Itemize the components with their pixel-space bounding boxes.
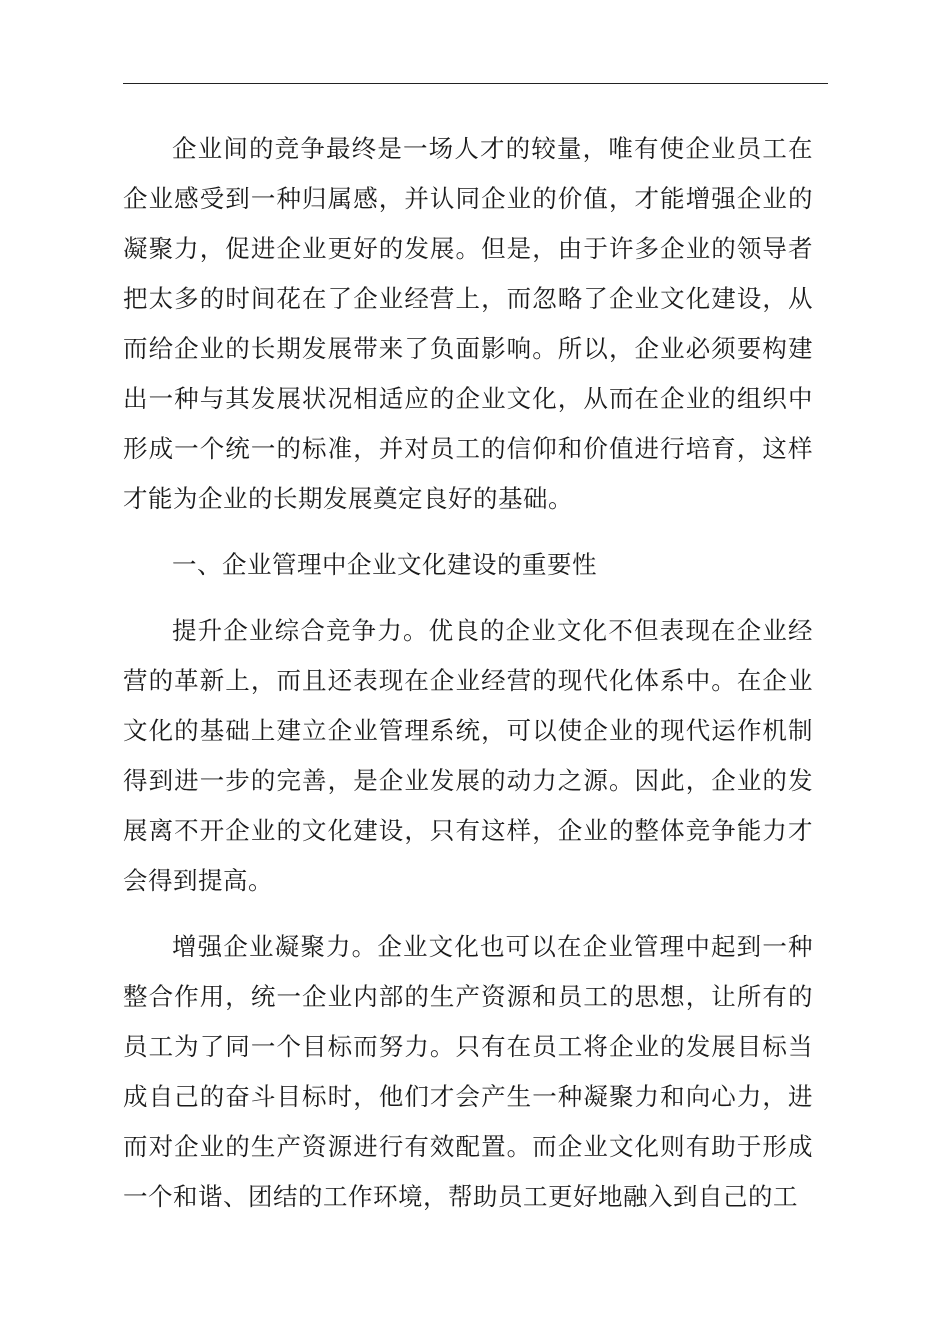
intro-paragraph: 企业间的竞争最终是一场人才的较量，唯有使企业员工在企业感受到一种归属感，并认同企业的价值，才能增强企业的凝聚力，促进企业更好的发展。但是，由于许多企业的领导者把太多的时间花在了企业经营上，而忽略了企业文化建设，从而给企业的长期发展带来了负面影响。所以，企业必须要构建出一种与其发展状况相适应的企业文化，从而在企业的组织中形成一个统一的标准，并对员工的信仰和价值进行培育，这样才能为企业的长期发展奠定良好的基础。 [123, 134, 813, 513]
document-body [123, 124, 813, 1222]
cohesion-paragraph: 增强企业凝聚力。企业文化也可以在企业管理中起到一种整合作用，统一企业内部的生产资源和员工的思想，让所有的员工为了同一个目标而努力。只有在员工将企业的发展目标当成自己的奋斗目标时，他们才会产生一种凝聚力和向心力，进而对企业的生产资源进行有效配置。而企业文化则有助于形成一个和谐、团结的工作环境，帮助员工更好地融入到自己的工 [123, 932, 813, 1211]
competitiveness-paragraph: 提升企业综合竞争力。优良的企业文化不但表现在企业经营的革新上，而且还表现在企业经营的现代化体系中。在企业文化的基础上建立企业管理系统，可以使企业的现代运作机制得到进一步的完善，是企业发展的动力之源。因此，企业的发展离不开企业的文化建设，只有这样，企业的整体竞争能力才会得到提高。 [123, 616, 813, 895]
section-heading: 一、企业管理中企业文化建设的重要性 [172, 550, 597, 579]
header-rule [123, 83, 828, 84]
